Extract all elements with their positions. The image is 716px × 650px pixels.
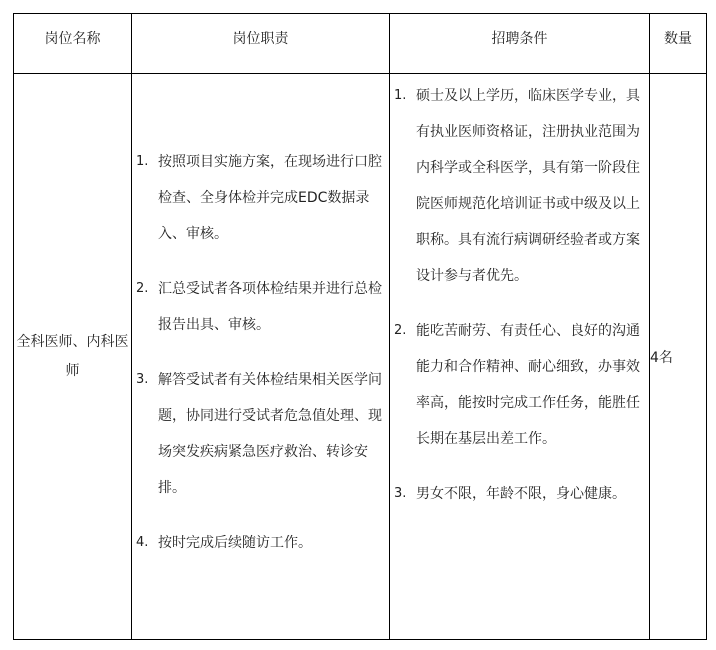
duty-text: 汇总受试者各项体检结果并进行总检报告出具、审核。 [158, 281, 382, 333]
duty-number: 2. [136, 281, 149, 296]
duties-cell [132, 74, 390, 640]
duty-item [136, 144, 383, 252]
header-requirements: 招聘条件 [390, 14, 650, 74]
requirements-cell [390, 74, 650, 640]
requirement-text: 硕士及以上学历，临床医学专业，具有执业医师资格证，注册执业范围为内科学或全科医学，具有第一阶段住院医师规范化培训证书或中级及以上职称。具有流行病调研经验者或方案设计参与者优先。 [416, 88, 640, 284]
position-title: 全科医师、内科医师 [14, 74, 132, 640]
requirement-number: 2. [394, 323, 407, 338]
requirement-text: 男女不限，年龄不限，身心健康。 [416, 486, 626, 502]
duty-text: 按照项目实施方案，在现场进行口腔检查、全身体检并完成EDC数据录入、审核。 [158, 154, 382, 242]
requirement-text: 能吃苦耐劳、有责任心、良好的沟通能力和合作精神、耐心细致，办事效率高，能按时完成工作任务，能胜任长期在基层出差工作。 [416, 323, 640, 447]
header-duties: 岗位职责 [132, 14, 390, 74]
requirement-item [394, 313, 645, 457]
position-count: 4名 [650, 74, 707, 640]
duty-item [136, 362, 383, 506]
duty-text: 按时完成后续随访工作。 [158, 535, 312, 551]
duty-item [136, 271, 383, 343]
header-row [14, 14, 707, 74]
header-title: 岗位名称 [14, 14, 132, 74]
recruitment-table [13, 13, 707, 640]
requirement-number: 1. [394, 88, 407, 103]
duty-text: 解答受试者有关体检结果相关医学问题，协同进行受试者危急值处理、现场突发疾病紧急医疗救治、转诊安排。 [158, 372, 382, 496]
requirement-item [394, 476, 645, 512]
duty-number: 3. [136, 372, 149, 387]
duty-number: 1. [136, 154, 149, 169]
header-count: 数量 [650, 14, 707, 74]
requirement-item [394, 78, 645, 294]
table-row [14, 74, 707, 640]
duty-number: 4. [136, 535, 149, 550]
duty-item [136, 525, 383, 561]
requirement-number: 3. [394, 486, 407, 501]
